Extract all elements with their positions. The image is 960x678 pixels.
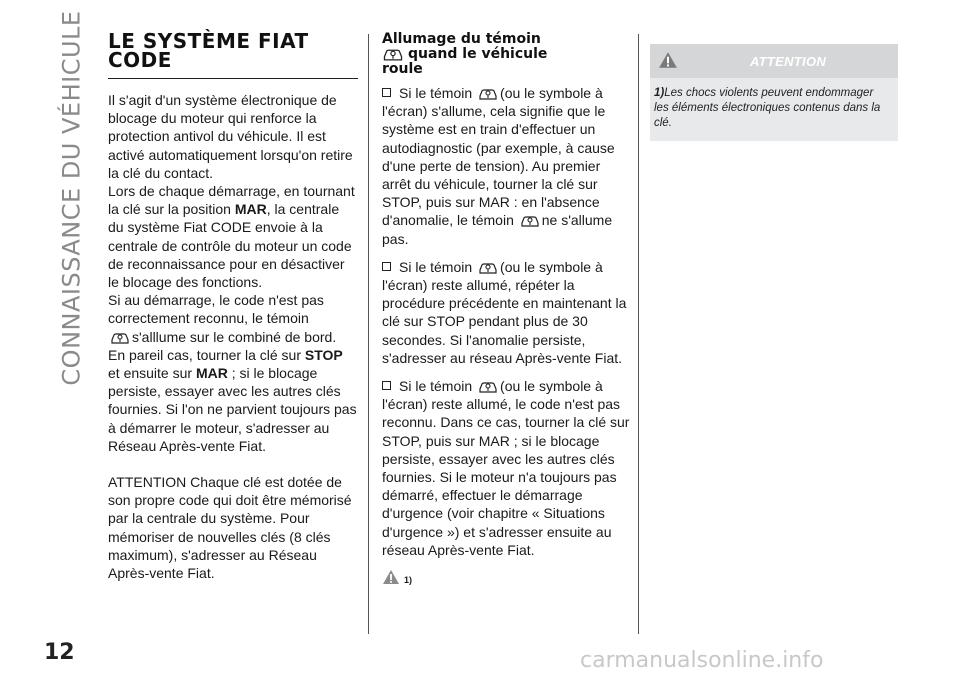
- key-car-warning-icon: [478, 260, 498, 275]
- paragraph: Si au démarrage, le code n'est pas correctement reconnu, le témoin s'alllume sur le combiné de bord.: [108, 292, 337, 345]
- paragraph: ATTENTION Chaque clé est dotée de son propre code qui doit être mémorisé par la centrale du système. Pour mémoriser de nouvelles clés (8 clés maximum), s'adresser au Réseau Après-vente Fiat.: [108, 474, 352, 582]
- checkbox-square-icon: [382, 381, 391, 390]
- paragraph: En pareil cas, tourner la clé sur STOP et ensuite sur MAR ; si le blocage persiste, essayer avec les autres clés fournies. Si l'on ne parvient toujours pas à démarrer le moteur, s'adresser au Réseau Après-vente Fiat.: [108, 346, 357, 454]
- column-divider: [638, 34, 639, 634]
- key-car-warning-icon: [478, 86, 498, 101]
- column-warning-box: [650, 32, 898, 141]
- key-car-warning-icon: [382, 46, 404, 62]
- key-car-warning-icon: [110, 330, 130, 345]
- section-heading: Allumage du témoin quand le véhicule roule: [382, 31, 548, 77]
- paragraph: Lors de chaque démarrage, en tournant la clé sur la position MAR, la centrale du système Fiat CODE envoie à la centrale de contrôle du moteur un code de reconnaissance pour en désactiver le blocage des fonctions.: [108, 183, 355, 291]
- warning-triangle-icon: [382, 569, 400, 585]
- bullet-paragraph: Si le témoin (ou le symbole à l'écran) s'allume, cela signifie que le système est en train d'effectuer un autodiagnostic (par exemple, à cause d'une perte de tension). Au premier arrêt du véhicule, tourner la clé sur STOP, puis sur MAR : en l'absence d'anomalie, le témoin ne s'allume pas.: [382, 85, 615, 247]
- warning-box-header: [650, 44, 898, 78]
- bullet-paragraph: Si le témoin (ou le symbole à l'écran) reste allumé, le code n'est pas reconnu. Dans ce cas, tourner la clé sur STOP, puis sur MAR ; si le blocage persiste, essayer avec les autres clés fournies. Si le moteur n'a toujours pas démarré, effectuer le démarrage d'urgence (voir chapitre « Situations d'urgence ») et s'adresser ensuite au réseau Après-vente Fiat.: [382, 378, 630, 558]
- column-warning-light: [382, 32, 630, 585]
- paragraph: Il s'agit d'un système électronique de blocage du moteur qui renforce la protection antivol du véhicule. Il est activé automatiquement lorsqu'on retire la clé du contact.: [108, 92, 353, 181]
- key-car-warning-icon: [520, 213, 540, 228]
- note-reference: 1): [382, 569, 630, 585]
- checkbox-square-icon: [382, 88, 391, 97]
- bullet-paragraph: Si le témoin (ou le symbole à l'écran) reste allumé, répéter la procédure précédente en maintenant la clé sur STOP pendant plus de 30 secondes. Si l'anomalie persiste, s'adresser au réseau Après-vente Fiat.: [382, 258, 627, 366]
- watermark: carmanualsonline.info: [580, 648, 824, 673]
- warning-triangle-icon: [658, 51, 678, 69]
- checkbox-square-icon: [382, 262, 391, 271]
- section-heading: LE SYSTÈME FIAT CODE: [108, 32, 358, 79]
- side-section-title: CONNAISSANCE DU VÉHICULE: [58, 10, 87, 386]
- column-divider: [368, 34, 369, 634]
- page-number: 12: [44, 640, 75, 665]
- key-car-warning-icon: [478, 379, 498, 394]
- column-fiat-code: [108, 29, 358, 582]
- warning-title: ATTENTION: [749, 53, 827, 69]
- warning-box-body: 1)Les chocs violents peuvent endommager les éléments électroniques contenus dans la clé.: [650, 78, 898, 141]
